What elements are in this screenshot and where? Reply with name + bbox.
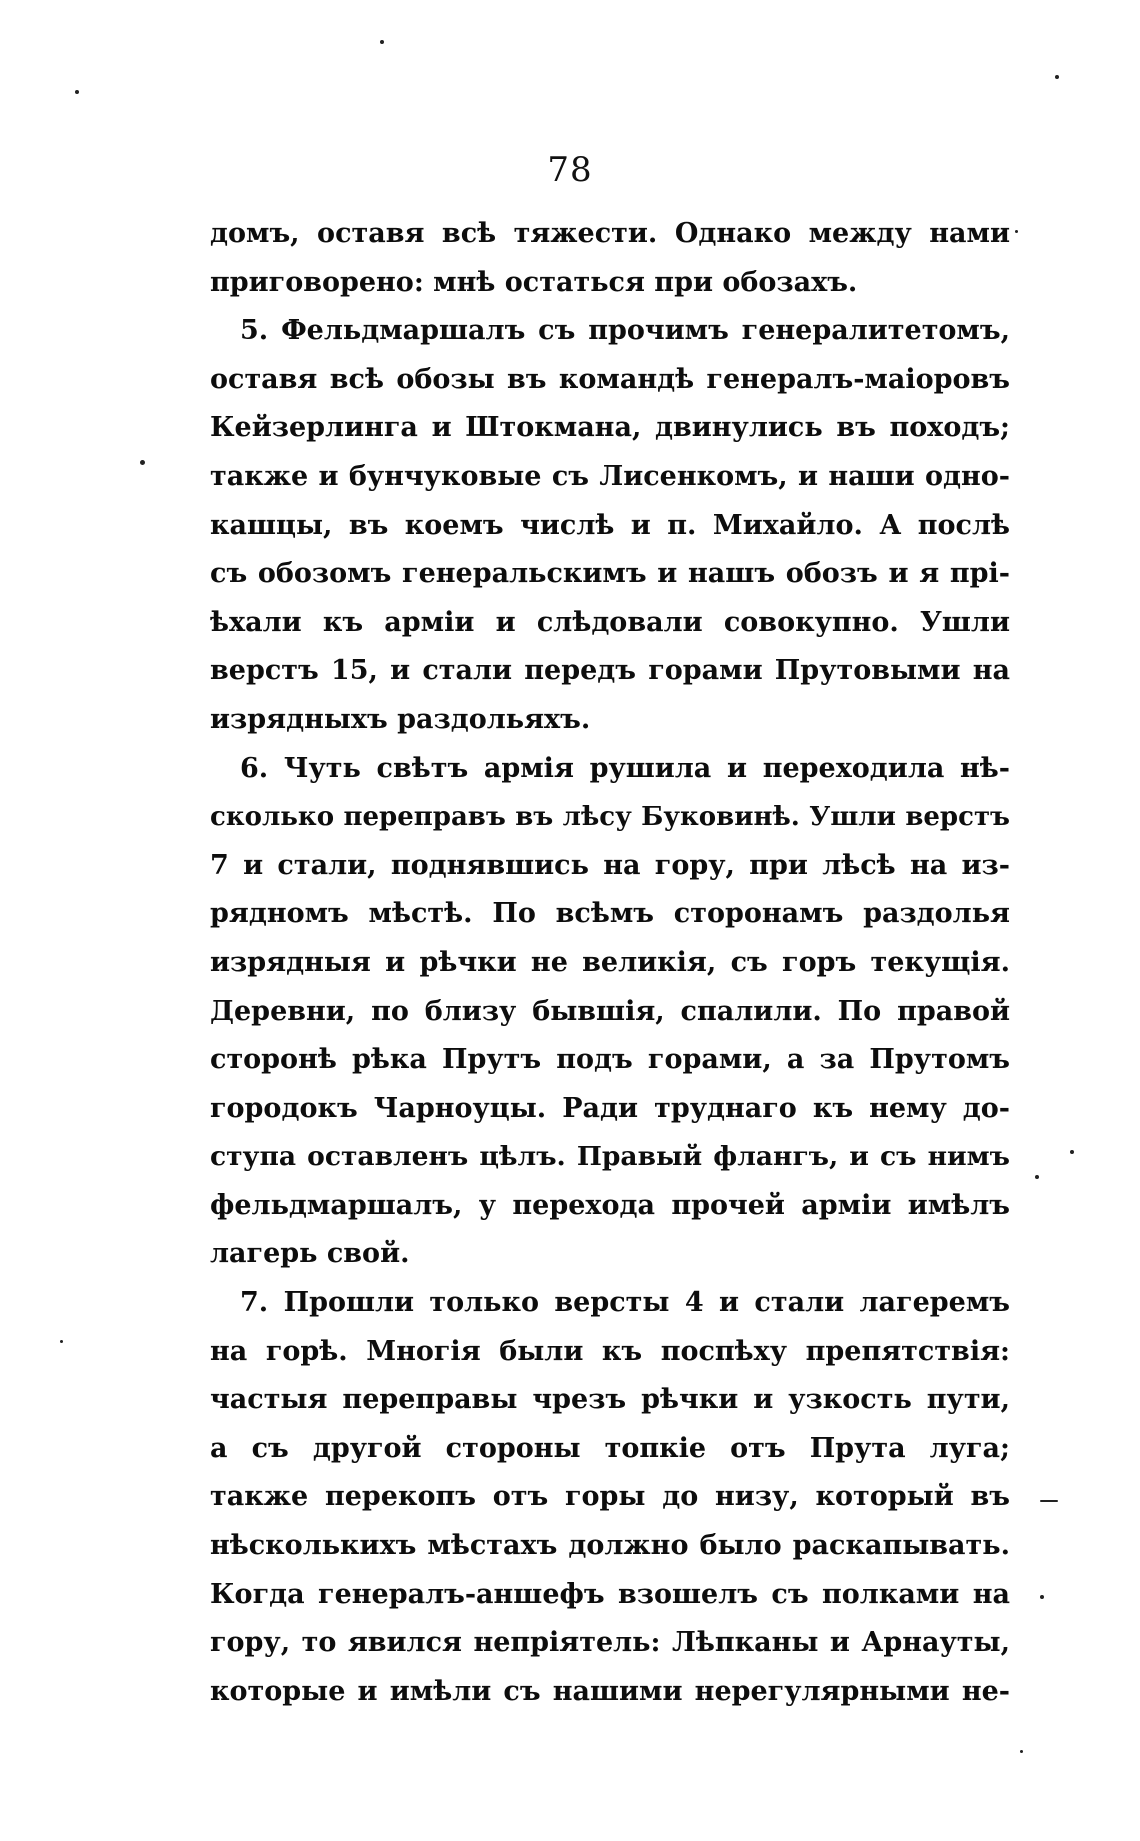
page-number: 78 bbox=[547, 150, 593, 190]
text-line: 6. Чуть свѣтъ армія рушила и переходила нѣ- bbox=[240, 752, 1010, 784]
text-line: а съ другой стороны топкіе отъ Прута луга; bbox=[210, 1432, 1010, 1464]
text-line: лагерь свой. bbox=[210, 1238, 410, 1270]
scan-speck bbox=[1040, 1595, 1044, 1599]
text-line: 7 и стали, поднявшись на гору, при лѣсѣ на из- bbox=[210, 849, 1010, 881]
scan-speck bbox=[1070, 1150, 1074, 1154]
text-line: нѣсколькихъ мѣстахъ должно было раскапывать. bbox=[210, 1530, 1010, 1562]
text-line: 5. Фельдмаршалъ съ прочимъ генералитетомъ, bbox=[240, 315, 1010, 347]
text-line: на горѣ. Многія были къ поспѣху препятствія: bbox=[210, 1335, 1010, 1367]
text-line: Деревни, по близу бывшія, спалили. По правой bbox=[210, 995, 1010, 1027]
text-line: кашцы, въ коемъ числѣ и п. Михайло. А послѣ bbox=[210, 509, 1010, 541]
body-text bbox=[210, 210, 1010, 1716]
scan-speck bbox=[1035, 1175, 1039, 1179]
text-line: городокъ Чарноуцы. Ради труднаго къ нему до- bbox=[210, 1092, 1010, 1124]
text-line: частыя переправы чрезъ рѣчки и узкость пути, bbox=[210, 1384, 1010, 1416]
scan-speck bbox=[60, 1340, 63, 1343]
scan-speck bbox=[1055, 75, 1059, 79]
text-line: оставя всѣ обозы въ командѣ генералъ-маіоровъ bbox=[210, 363, 1010, 395]
text-line: 7. Прошли только версты 4 и стали лагеремъ bbox=[240, 1287, 1010, 1319]
scan-speck bbox=[1040, 1500, 1058, 1502]
text-line: сколько переправъ въ лѣсу Буковинѣ. Ушли верстъ bbox=[210, 802, 1010, 833]
text-line: домъ, оставя всѣ тяжести. Однако между нами bbox=[210, 218, 1010, 249]
text-line: приговорено: мнѣ остаться при обозахъ. bbox=[210, 266, 858, 298]
text-line: рядномъ мѣстѣ. По всѣмъ сторонамъ раздолья bbox=[210, 898, 1010, 930]
scan-speck bbox=[1015, 230, 1018, 233]
text-line: фельдмаршалъ, у перехода прочей арміи имѣлъ bbox=[210, 1189, 1010, 1221]
scan-speck bbox=[140, 460, 145, 465]
text-line: съ обозомъ генеральскимъ и нашъ обозъ и я прі- bbox=[210, 558, 1010, 590]
text-line: также перекопъ отъ горы до низу, который въ bbox=[210, 1481, 1010, 1513]
text-line: Когда генералъ-аншефъ взошелъ съ полками на bbox=[210, 1578, 1010, 1610]
text-line: гору, то явился непріятель: Лѣпканы и Арнауты, bbox=[210, 1627, 1010, 1659]
scan-speck bbox=[75, 90, 79, 94]
scan-speck bbox=[1020, 1750, 1023, 1753]
text-line: верстъ 15, и стали передъ горами Прутовыми на bbox=[210, 655, 1010, 687]
text-line: изрядныхъ раздольяхъ. bbox=[210, 703, 591, 735]
text-line: которые и имѣли съ нашими нерегулярными не- bbox=[210, 1675, 1010, 1707]
text-line: сторонѣ рѣка Прутъ подъ горами, а за Прутомъ bbox=[210, 1044, 1010, 1076]
scan-speck bbox=[380, 40, 384, 44]
text-line: также и бунчуковые съ Лисенкомъ, и наши одно- bbox=[210, 460, 1010, 492]
text-line: изрядныя и рѣчки не великія, съ горъ текущія. bbox=[210, 946, 1010, 978]
text-line: Кейзерлинга и Штокмана, двинулись въ походъ; bbox=[210, 412, 1010, 444]
text-line: ступа оставленъ цѣлъ. Правый флангъ, и съ нимъ bbox=[210, 1141, 1010, 1173]
text-line: ѣхали къ арміи и слѣдовали совокупно. Ушли bbox=[210, 606, 1010, 638]
